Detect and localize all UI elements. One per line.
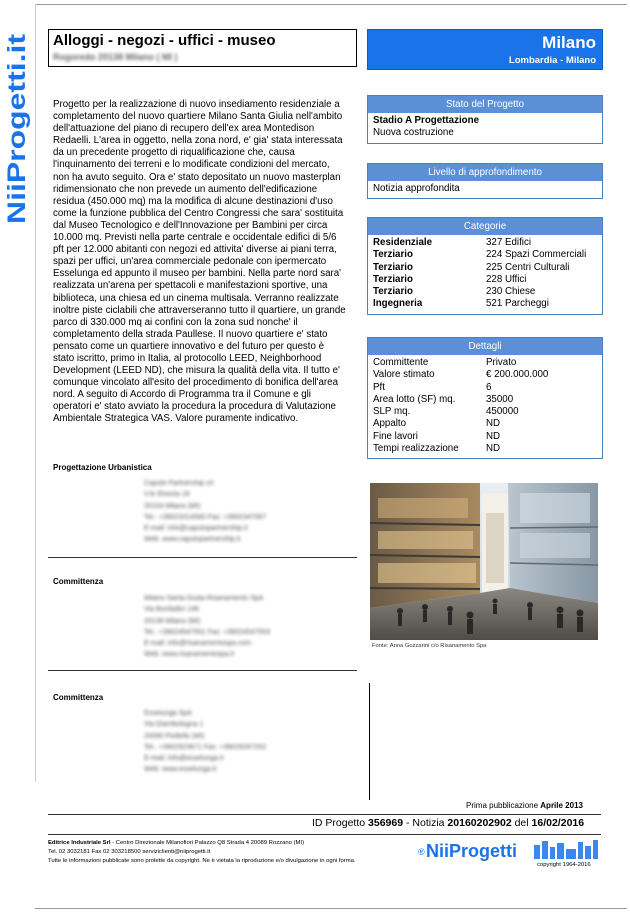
categorie-value: 230 Chiese [486,286,536,298]
notizia-date: 16/02/2016 [531,817,585,829]
categorie-key: Terziario [373,273,413,285]
description-line: operatori e' stato avviato la procedura la procedura di Valutazione [53,401,336,413]
description-line: parco di 330.000 mq ai confini con la zona sud nonche' il [53,316,298,328]
contact-line: Tel.: +39024547551 Fax: +39024547553 [144,628,271,636]
dettagli-row [373,382,597,394]
livello-panel [367,163,603,199]
contact-line: V.le Elvezia 18 [144,491,190,499]
footer-divider-bottom [48,834,601,835]
categorie-key: Terziario [373,286,413,298]
contact-line: 20090 Pioltello (MI) [144,732,205,740]
dettagli-value: 450000 [486,406,519,418]
dettagli-row [373,369,597,381]
description-line: Progetto per la realizzazione di nuovo insediamento residenziale a [53,99,340,110]
description-line: spazi per uffici, un'area commerciale pedonale con ipermercato [53,256,327,268]
description-line: non ha avuto seguito. Ora e' stato depositato un nuovo masterplan [53,171,341,183]
dettagli-key: Tempi realizzazione [373,443,459,455]
description-line: dal Museo Tecnologico e dell'Innovazione per Bambini per circa [53,219,328,231]
description-line: biblioteca, una chiesa ed un cinema multisala. Verranno realizzate [53,292,339,304]
description-line: Esselunga ed appunto il museo per bambini. Nella parte nord sara' [53,268,342,280]
first-publication-date: Aprile 2013 [540,801,583,810]
categorie-row [373,298,597,310]
contact-line: 20138 Milano (MI) [144,617,201,625]
contact-line: Tel.: +3902923671 Fax: +39029267202 [144,743,267,751]
section-title-committenza-2: Committenza [53,693,104,702]
categorie-panel [367,217,603,315]
description-line: pensato come un quartiere innovativo e del futuro per questo è [53,340,325,352]
dettagli-value: 6 [486,381,492,393]
categorie-row [373,262,597,274]
description-line: comunque vincolato all'esito del procedimento di bonifica dell'area [53,377,339,389]
vertical-brand-logo [2,28,32,228]
description-line: Redaelli. L'area in oggetto, nella zona nord, e' gia' stata interessata [53,135,343,147]
description-line: residua (450.000 mq) ma la modifica di alcune destinazioni d'uso [53,195,333,207]
contact-line: Tel.: +39023314560 Fax: +3902347067 [144,513,267,521]
niiprogetti-logo [418,839,600,861]
project-title-box [48,29,357,67]
description-line: Development (LEED ND), che misura la qualità della vita. Il tutto e' [53,365,340,377]
footer-divider-top [48,814,601,815]
description-line: Ambientale Strategica VAS. Valore puramente indicativo. [53,413,299,425]
project-id: 356969 [368,817,404,829]
dettagli-row [373,357,597,369]
city-box [367,29,603,70]
dettagli-key: Fine lavori [373,430,418,442]
vertical-brand-text: NiiProgetti.it [3,75,31,224]
categorie-key: Ingegneria [373,298,423,310]
project-address: Rogoredo 20138 Milano ( MI ) [53,52,178,62]
contact-line: E-mail: info@esselunga.it [144,755,224,763]
notizia-label: - Notizia [403,817,448,829]
description-line: ridimensionato che non prevede un aumento dell'edificazione [53,183,318,195]
date-label: del [511,817,532,829]
page-bottom-border [35,908,627,909]
contact-line: E-mail: info@risanamentospa.com [144,640,252,648]
categorie-row [373,274,597,286]
city-name: Milano [542,33,596,52]
dettagli-key: Pft [373,381,385,393]
photo-caption: Fonte: Anna Gozzarini c/o Risanamento Spa [372,643,487,649]
contact-line: Web: www.caputopartnership.it [144,536,241,544]
categorie-header: Categorie [368,218,602,235]
contact-line: Web: www.risanamentospa.it [144,651,235,659]
categorie-value: 521 Parcheggi [486,298,549,310]
description-line: da un precedente progetto di riqualificazione che, causa [53,147,295,159]
publisher-name: Editrice Industriale Srl [48,840,111,846]
first-publication-label: Prima pubblicazione [466,801,539,810]
publisher-contacts: Tel. 02 3032181 Fax 02 303218500 serviziclienti@niiprogetti.it [48,849,211,856]
categorie-value: 224 Spazi Commerciali [486,249,587,261]
contact-line: Milano Santa Giulia-Risanamento SpA [144,595,264,602]
description-line: stato iscritto, primo in Italia, al protocollo LEED, Neighborhood [53,352,322,364]
page-top-border [35,4,627,5]
stato-panel [367,95,603,144]
stato-header: Stato del Progetto [368,96,602,113]
description-line: come la funzione pubblica del Centro Congressi che sara' sostituita [53,207,344,219]
description-line: completamento del nuovo quartiere Milano Santa Giulia nell'ambito [53,111,343,123]
dettagli-header: Dettagli [368,338,602,355]
publisher-footer [48,839,356,867]
description-line: realizzata un'arena per spettacoli e manifestazioni sportive, una [53,280,328,292]
categorie-value: 327 Edifici [486,237,531,248]
copyright-notice: Tutte le informazioni pubblicate sono protette da copyright. Ne è vietata la riproduzione e/o divulgazione in ogni forma. [48,858,356,865]
dettagli-panel [367,337,603,459]
dettagli-key: SLP mq. [373,406,411,418]
dettagli-row [373,418,597,430]
project-description [53,99,350,426]
dettagli-row [373,443,597,455]
description-line: nord. A seguito di Accordo di Programma tra il Comune e gli [53,389,311,401]
project-title: Alloggi - negozi - uffici - museo [53,32,276,49]
contact-line: Esselunga SpA [144,710,192,717]
description-line: inoltre piste ciclabili che attraverseranno tutto il quartiere, un grande [53,304,346,316]
dettagli-row [373,431,597,443]
dettagli-value: 35000 [486,393,514,405]
dettagli-value: Privato [486,357,517,368]
section-divider [48,670,357,671]
contact-line: Via Giambologna 1 [144,721,204,729]
contact-line: Via Bonfadini 148 [144,606,199,614]
dettagli-key: Committente [373,357,429,368]
stato-stage: Stadio A Progettazione [373,115,479,126]
contact-line: 20154 Milano (MI) [144,502,201,510]
id-label: ID Progetto [312,817,369,829]
right-column-divider [369,683,370,800]
publisher-address: - Centro Direzionale Milanofiori Palazzo Q8 Strada 4 20089 Rozzano (MI) [110,840,305,846]
brand-logo-text: NiiProgetti [426,841,518,861]
livello-header: Livello di approfondimento [368,164,602,181]
dettagli-key: Valore stimato [373,369,435,381]
description-line: 10.000 mq. Previsti nella parte centrale e occidentale edifici di 5/6 [53,232,337,244]
dettagli-row [373,394,597,406]
categorie-key: Residenziale [373,237,433,248]
contact-block-committenza-2 [144,708,266,776]
categorie-row [373,286,597,298]
copyright-years: copyright 1964-2016 [537,862,591,868]
dettagli-value: ND [486,430,501,442]
dettagli-value: ND [486,443,501,455]
first-publication [466,801,583,810]
section-title-urbanistica: Progettazione Urbanistica [53,463,152,472]
categorie-row [373,237,597,249]
contact-block-urbanistica [144,478,266,546]
dettagli-key: Appalto [373,418,407,430]
svg-text:®: ® [418,847,425,857]
notizia-id: 20160202902 [447,817,512,829]
contact-block-committenza-1 [144,593,270,661]
section-title-committenza-1: Committenza [53,577,104,586]
description-line: dell'attuazione del piano di recupero dell'ex area Montedison [53,123,315,135]
section-divider [48,557,357,558]
categorie-key: Terziario [373,261,413,273]
description-line: pft per 12.000 abitanti con negozi ed attivita' diverse ai piani terra, [53,244,337,256]
contact-line: Web: www.esselunga.it [144,766,217,774]
description-line: l'inquinamento dei terreni e lo modificate condizioni del mercato, [53,159,330,171]
categorie-row [373,249,597,261]
dettagli-key: Area lotto (SF) mq. [373,393,456,405]
project-id-line [312,817,584,829]
contact-line: Caputo Partnership srl [144,480,214,487]
description-line: completamento della strada Paullese. Il nuovo quartiere e' stato [53,328,328,340]
page-left-border [35,4,36,782]
categorie-value: 225 Centri Culturali [486,261,570,273]
dettagli-value: € 200.000.000 [486,369,549,381]
categorie-value: 228 Uffici [486,273,527,285]
project-rendering-image [370,483,598,640]
stato-type: Nuova costruzione [373,127,454,139]
categorie-key: Terziario [373,249,413,261]
region-name: Lombardia - Milano [508,55,596,66]
dettagli-value: ND [486,418,501,430]
livello-value: Notizia approfondita [373,183,460,194]
dettagli-row [373,406,597,418]
contact-line: E-mail: info@caputopartnership.it [144,525,248,533]
